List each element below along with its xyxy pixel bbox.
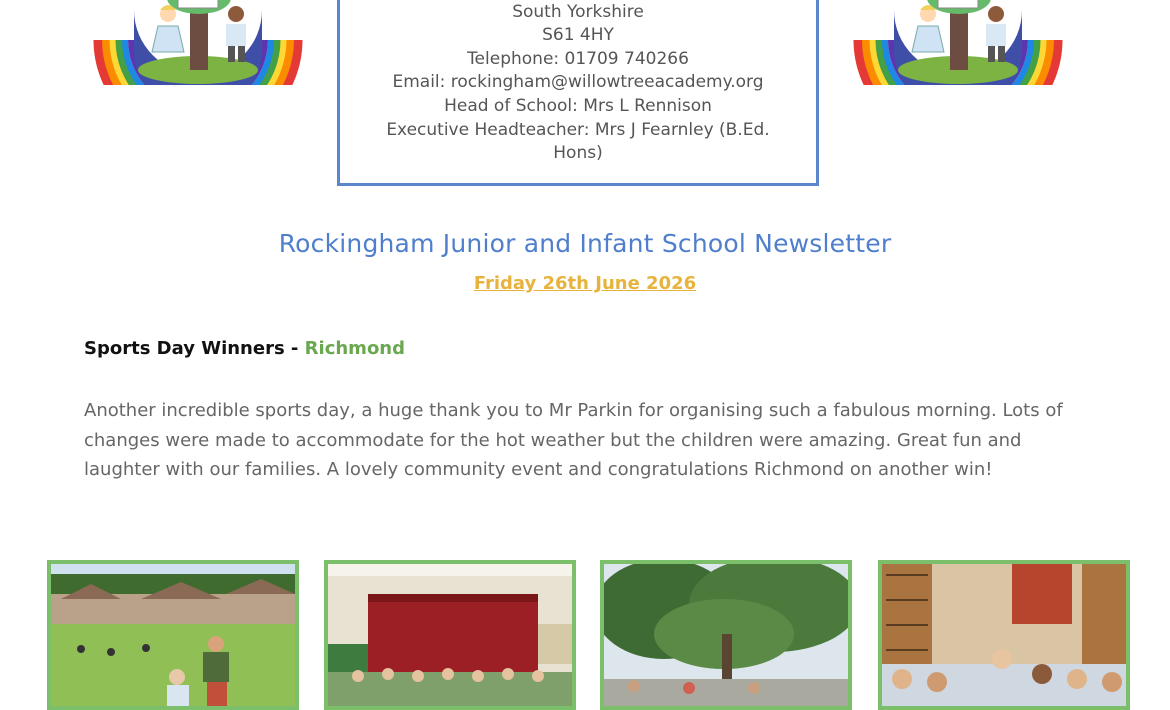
svg-text:R bbox=[102, 0, 116, 1]
newsletter-date: Friday 26th June 2026 bbox=[473, 273, 697, 294]
newsletter-title: Rockingham Junior and Infant School Newsletter bbox=[278, 229, 892, 258]
sports-day-paragraph: Another incredible sports day, a huge thank you to Mr Parkin for organising such a fabulous morning. Lots of changes were made to accommodate for the hot weather but the children were amazing. Great fun and laughter with our families. A lovely community event and congratulations Richmond on another win! bbox=[84, 400, 1063, 480]
head-of-school: Head of School: Mrs L Rennison bbox=[444, 95, 712, 116]
address-email: Email: rockingham@willowtreeacademy.org bbox=[392, 72, 764, 93]
sports-day-heading bbox=[84, 338, 405, 359]
address-postcode: S61 4HY bbox=[542, 25, 614, 46]
svg-text:J bbox=[282, 0, 291, 1]
address-county: South Yorkshire bbox=[512, 1, 644, 22]
winner-name: Richmond bbox=[304, 338, 406, 359]
sports-field-photo bbox=[47, 560, 299, 710]
school-address-box bbox=[337, 0, 819, 186]
address-telephone: Telephone: 01709 740266 bbox=[467, 48, 689, 69]
library-group-photo bbox=[878, 560, 1130, 710]
school-logo-left bbox=[92, 0, 304, 85]
svg-text:J bbox=[1042, 0, 1051, 1]
svg-text:R bbox=[862, 0, 876, 1]
executive-headteacher-cont: Hons) bbox=[553, 143, 603, 164]
playground-trees-photo bbox=[600, 560, 852, 710]
heading-prefix: Sports Day Winners - bbox=[84, 338, 305, 359]
school-hall-photo bbox=[324, 560, 576, 710]
school-logo-right bbox=[852, 0, 1064, 85]
executive-headteacher: Executive Headteacher: Mrs J Fearnley (B.Ed. bbox=[386, 119, 770, 140]
